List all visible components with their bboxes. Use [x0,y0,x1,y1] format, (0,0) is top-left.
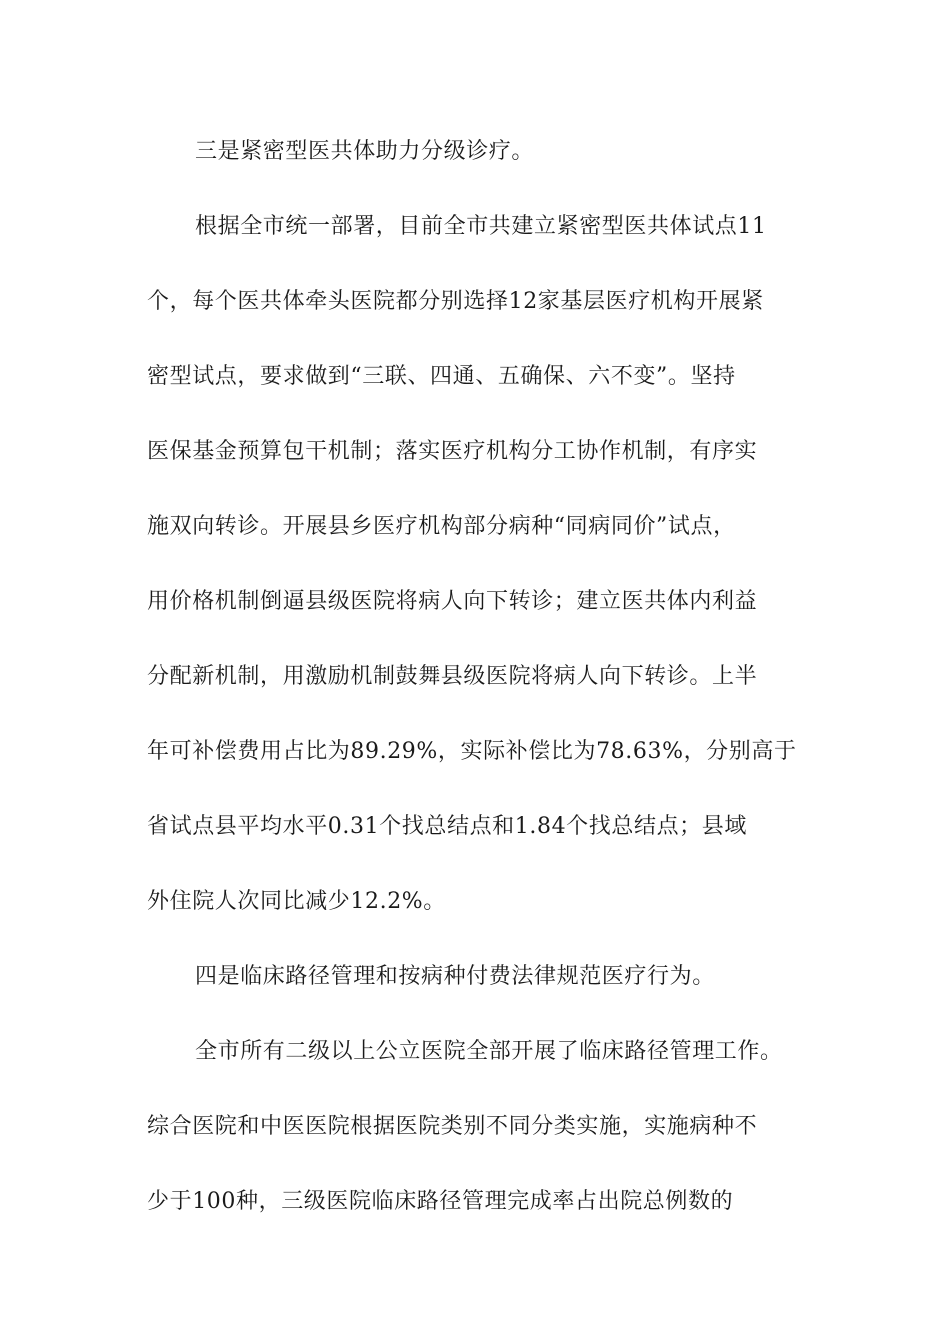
paragraph-line: 少于100种，三级医院临床路径管理完成率占出院总例数的 [147,1189,734,1214]
paragraph-line: 施双向转诊。开展县乡医疗机构部分病种“同病同价”试点， [147,514,736,539]
section-heading-4: 四是临床路径管理和按病种付费法律规范医疗行为。 [195,964,715,989]
paragraph-line: 全市所有二级以上公立医院全部开展了临床路径管理工作。 [195,1039,783,1064]
paragraph-line: 分配新机制，用激励机制鼓舞县级医院将病人向下转诊。上半 [147,664,758,689]
paragraph-line: 综合医院和中医医院根据医院类别不同分类实施，实施病种不 [147,1114,758,1139]
paragraph-line: 省试点县平均水平0.31个找总结点和1.84个找总结点；县域 [147,814,747,839]
paragraph-line: 外住院人次同比减少12.2%。 [147,889,446,914]
paragraph-line: 密型试点，要求做到“三联、四通、五确保、六不变”。坚持 [147,364,736,389]
paragraph-line: 个，每个医共体牵头医院都分别选择12家基层医疗机构开展紧 [147,289,764,314]
paragraph-line: 年可补偿费用占比为89.29%，实际补偿比为78.63%，分别高于 [147,739,797,764]
paragraph-line: 根据全市统一部署，目前全市共建立紧密型医共体试点11 [195,214,767,239]
section-heading-3: 三是紧密型医共体助力分级诊疗。 [195,139,535,164]
paragraph-line: 医保基金预算包干机制；落实医疗机构分工协作机制，有序实 [147,439,758,464]
paragraph-line: 用价格机制倒逼县级医院将病人向下转诊；建立医共体内利益 [147,589,758,614]
